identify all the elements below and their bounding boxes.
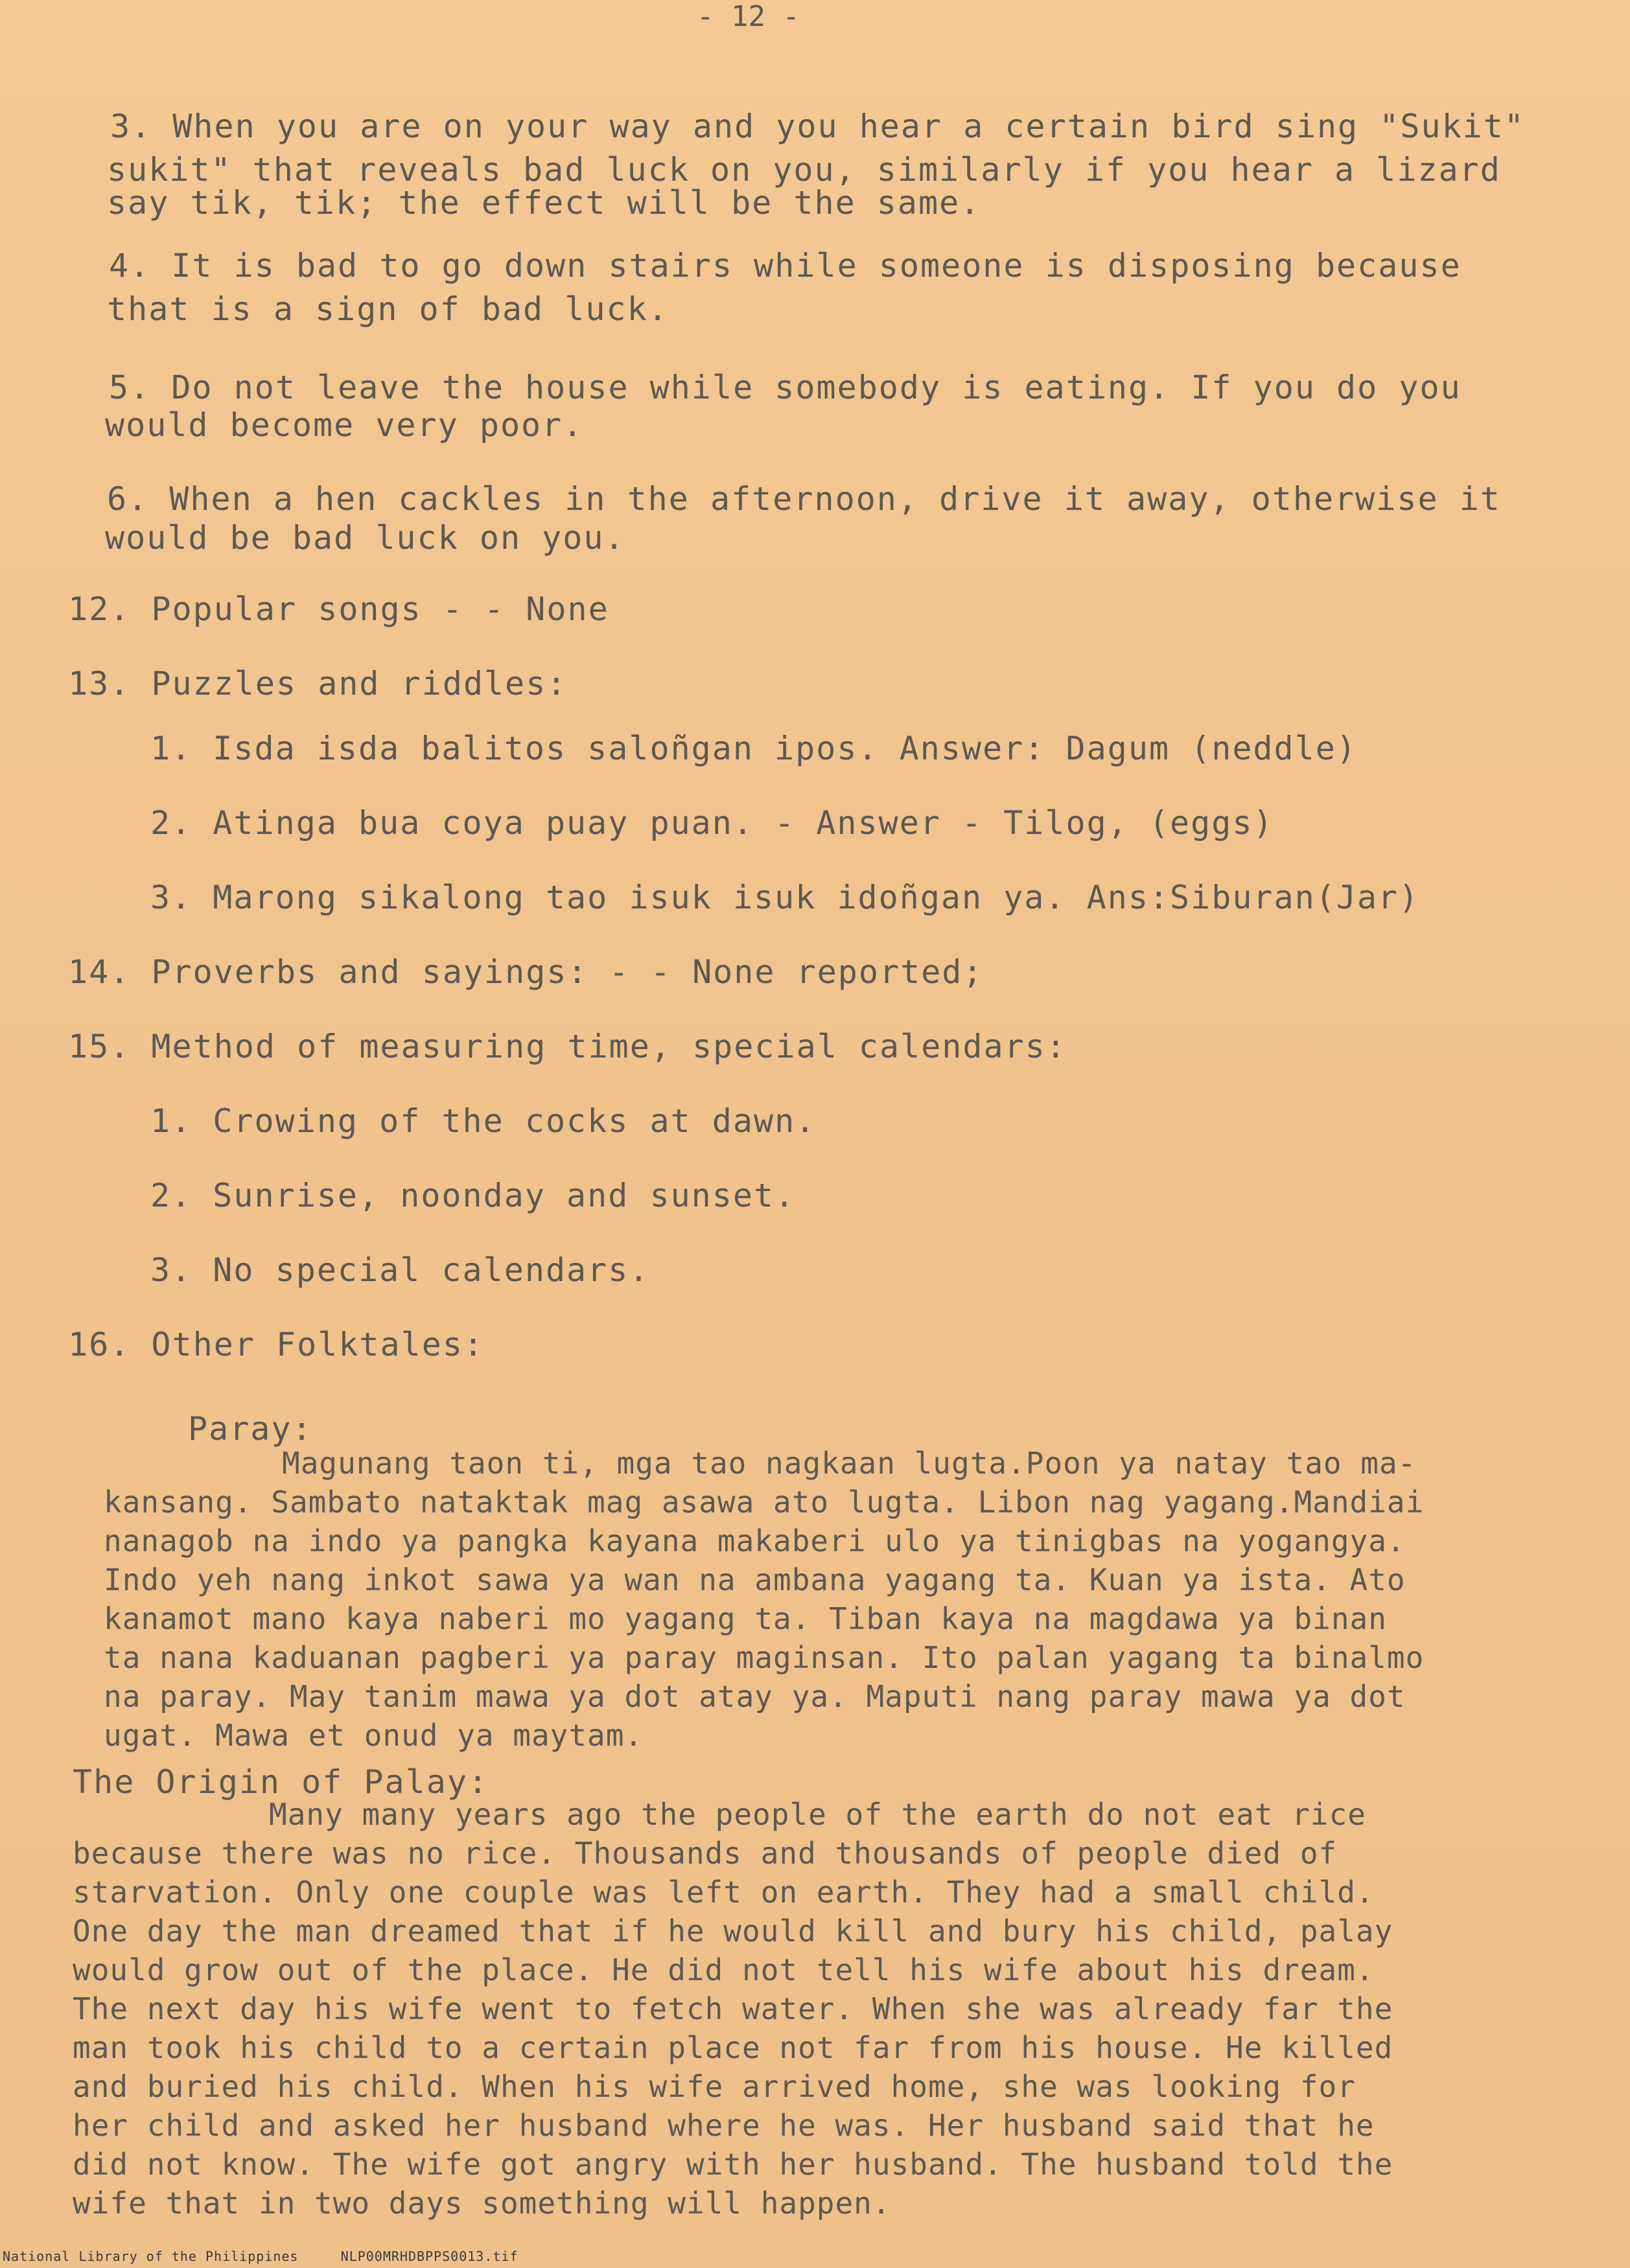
text-line: 5. Do not leave the house while somebody is eating. If you do you — [109, 369, 1461, 406]
text-line: 6. When a hen cackles in the afternoon, drive it away, otherwise it — [107, 480, 1501, 518]
section-15-heading: 15. Method of measuring time, special calendars: — [68, 1028, 1067, 1065]
text-line: sukit" that reveals bad luck on you, similarly if you hear a lizard — [107, 151, 1501, 189]
text-line: Indo yeh nang inkot sawa ya wan na ambana yagang ta. Kuan ya ista. Ato — [104, 1562, 1406, 1597]
list-item: 3. No special calendars. — [150, 1251, 650, 1289]
text-line: na paray. May tanim mawa ya dot atay ya. Maputi nang paray mawa ya dot — [104, 1679, 1406, 1714]
text-line: The next day his wife went to fetch water. When she was already far the — [73, 1991, 1393, 2026]
page-number: - 12 - — [697, 0, 800, 33]
text-line: One day the man dreamed that if he would kill and bury his child, palay — [73, 1914, 1393, 1949]
text-line: ta nana kaduanan pagberi ya paray maginsan. Ito palan yagang ta binalmo — [104, 1640, 1425, 1675]
list-item: 1. Crowing of the cocks at dawn. — [150, 1102, 817, 1140]
text-line: and buried his child. When his wife arrived home, she was looking for — [73, 2069, 1356, 2104]
text-line: would be bad luck on you. — [105, 519, 625, 557]
text-line: man took his child to a certain place not far from his house. He killed — [73, 2030, 1393, 2065]
text-line: starvation. Only one couple was left on earth. They had a small child. — [73, 1875, 1375, 1910]
text-line: her child and asked her husband where he was. Her husband said that he — [73, 2108, 1375, 2143]
text-line: nanagob na indo ya pangka kayana makaberi ulo ya tinigbas na yogangya. — [104, 1523, 1406, 1558]
text-line: would grow out of the place. He did not tell his wife about his dream. — [73, 1952, 1375, 1987]
text-line: Magunang taon ti, mga tao nagkaan lugta.Poon ya natay tao ma- — [282, 1446, 1417, 1481]
text-line: kanamot mano kaya naberi mo yagang ta. Tiban kaya na magdawa ya binan — [104, 1601, 1387, 1636]
text-line: that is a sign of bad luck. — [107, 290, 669, 328]
list-item: 2. Atinga bua coya puay puan. - Answer - Tilog, (eggs) — [150, 804, 1274, 842]
section-13-heading: 13. Puzzles and riddles: — [68, 665, 568, 702]
text-line: did not know. The wife got angry with her husband. The husband told the — [73, 2147, 1393, 2182]
text-line: because there was no rice. Thousands and thousands of people died of — [73, 1836, 1338, 1871]
list-item: 1. Isda isda balitos saloñgan ipos. Answer: Dagum (neddle) — [150, 730, 1357, 767]
text-line: would become very poor. — [105, 406, 584, 444]
folktale-title-paray: Paray: — [188, 1410, 313, 1448]
list-item: 2. Sunrise, noonday and sunset. — [150, 1177, 796, 1214]
text-line: Many many years ago the people of the earth do not eat rice — [269, 1797, 1366, 1832]
text-line: kansang. Sambato nataktak mag asawa ato lugta. Libon nag yagang.Mandiai — [104, 1485, 1425, 1520]
scan-footer: National Library of the Philippines NLP00MRHDBPPS0013.tif — [3, 2249, 518, 2264]
text-line: 4. It is bad to go down stairs while someone is disposing because — [109, 247, 1461, 284]
section-12-heading: 12. Popular songs - - None — [68, 590, 609, 628]
text-line: ugat. Mawa et onud ya maytam. — [104, 1718, 644, 1753]
list-item: 3. Marong sikalong tao isuk isuk idoñgan ya. Ans:Siburan(Jar) — [150, 879, 1420, 916]
text-line: say tik, tik; the effect will be the same. — [107, 184, 981, 222]
text-line: 3. When you are on your way and you hear a certain bird sing "Sukit" — [110, 108, 1525, 145]
folktale-title-origin: The Origin of Palay: — [73, 1763, 489, 1801]
section-14-heading: 14. Proverbs and sayings: - - None reported; — [68, 953, 984, 991]
section-16-heading: 16. Other Folktales: — [68, 1326, 485, 1363]
text-line: wife that in two days something will happen. — [73, 2186, 891, 2221]
